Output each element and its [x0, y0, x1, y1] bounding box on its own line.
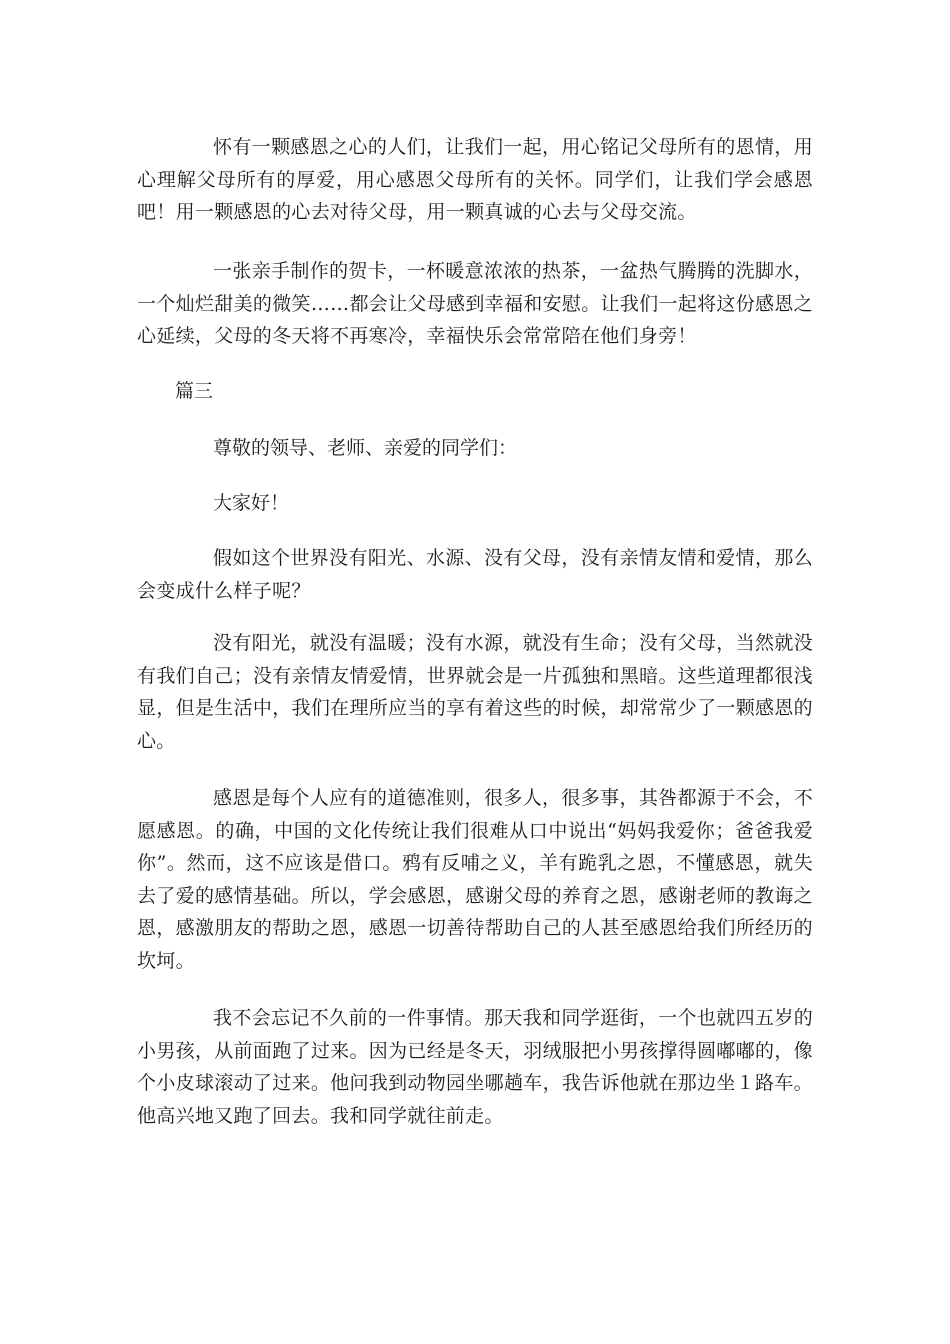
paragraph-greeting-card: 一张亲手制作的贺卡，一杯暖意浓浓的热茶，一盆热气腾腾的洗脚水，一个灿烂甜美的微笑……都会让父母感到幸福和安慰。让我们一起将这份感恩之心延续，父母的冬天将不再寒冷，幸福快乐会常常陪在他们身旁！ [137, 260, 813, 347]
paragraph-hypothesis: 假如这个世界没有阳光、水源、没有父母，没有亲情友情和爱情，那么会变成什么样子呢？ [137, 547, 813, 602]
paragraph-gratitude-parents: 怀有一颗感恩之心的人们，让我们一起，用心铭记父母所有的恩情，用心理解父母所有的厚爱，用心感恩父母所有的关怀。同学们，让我们学会感恩吧！用一颗感恩的心去对待父母，用一颗真诚的心去与父母交流。 [137, 136, 813, 223]
salutation: 尊敬的领导、老师、亲爱的同学们： [213, 437, 518, 459]
greeting: 大家好！ [213, 492, 290, 514]
paragraph-gratitude-ethics: 感恩是每个人应有的道德准则，很多人，很多事，其咎都源于不会，不愿感恩。的确，中国的文化传统让我们很难从口中说出“妈妈我爱你；爸爸我爱你”。然而，这不应该是借口。鸦有反哺之义，羊有跪乳之恩，不懂感恩，就失去了爱的感情基础。所以，学会感恩，感谢父母的养育之恩，感谢老师的教诲之恩，感激朋友的帮助之恩，感恩一切善待帮助自己的人甚至感恩给我们所经历的坎坷。 [137, 787, 813, 972]
paragraph-no-sunshine: 没有阳光，就没有温暖；没有水源，就没有生命；没有父母，当然就没有我们自己；没有亲情友情爱情，世界就会是一片孤独和黑暗。这些道理都很浅显，但是生活中，我们在理所应当的享有着这些的时候，却常常少了一颗感恩的心。 [137, 632, 813, 752]
section-heading: 篇三 [175, 380, 214, 402]
paragraph-little-boy: 我不会忘记不久前的一件事情。那天我和同学逛街，一个也就四五岁的小男孩，从前面跑了过来。因为已经是冬天，羽绒服把小男孩撑得圆嘟嘟的，像个小皮球滚动了过来。他问我到动物园坐哪趟车，我告诉他就在那边坐１路车。他高兴地又跑了回去。我和同学就往前走。 [137, 1007, 813, 1127]
